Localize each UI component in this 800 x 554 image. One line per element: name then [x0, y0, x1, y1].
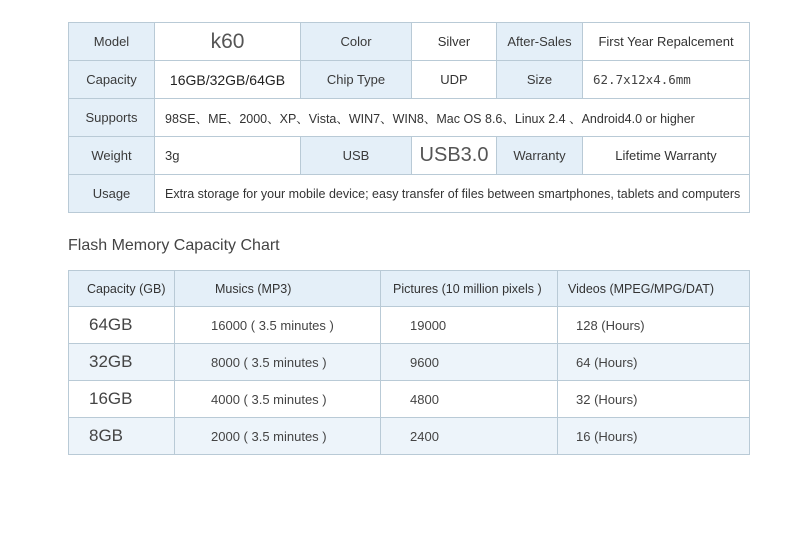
- row-musics: 2000 ( 3.5 minutes ): [175, 418, 381, 455]
- aftersales-value: First Year Repalcement: [583, 23, 750, 61]
- row-videos: 128 (Hours): [558, 307, 750, 344]
- warranty-value: Lifetime Warranty: [583, 137, 750, 175]
- model-value: k60: [155, 23, 301, 61]
- capacity-header-row: [69, 271, 750, 307]
- usage-value: Extra storage for your mobile device; easy transfer of files between smartphones, tablets and computers: [155, 175, 750, 213]
- spec-row-supports: [69, 99, 750, 137]
- table-row: [69, 344, 750, 381]
- chiptype-label: Chip Type: [301, 61, 412, 99]
- spec-row-model: [69, 23, 750, 61]
- warranty-label: Warranty: [497, 137, 583, 175]
- spec-table: [68, 22, 750, 213]
- spec-row-usage: [69, 175, 750, 213]
- row-capacity: 16GB: [69, 381, 175, 418]
- row-videos: 64 (Hours): [558, 344, 750, 381]
- size-label: Size: [497, 61, 583, 99]
- row-pictures: 2400: [381, 418, 558, 455]
- usage-label: Usage: [69, 175, 155, 213]
- table-row: [69, 418, 750, 455]
- row-musics: 16000 ( 3.5 minutes ): [175, 307, 381, 344]
- size-value: 62.7x12x4.6mm: [583, 61, 750, 99]
- table-row: [69, 381, 750, 418]
- chiptype-value: UDP: [412, 61, 497, 99]
- spec-row-weight: [69, 137, 750, 175]
- row-capacity: 64GB: [69, 307, 175, 344]
- header-musics: Musics (MP3): [175, 271, 381, 307]
- weight-label: Weight: [69, 137, 155, 175]
- header-pictures: Pictures (10 million pixels ): [381, 271, 558, 307]
- capacity-value: 16GB/32GB/64GB: [155, 61, 301, 99]
- capacity-table: [68, 270, 750, 455]
- table-row: [69, 307, 750, 344]
- weight-value: 3g: [155, 137, 301, 175]
- header-capacity: Capacity (GB): [69, 271, 175, 307]
- model-label: Model: [69, 23, 155, 61]
- spec-row-capacity: [69, 61, 750, 99]
- chart-title: Flash Memory Capacity Chart: [68, 237, 280, 254]
- capacity-label: Capacity: [69, 61, 155, 99]
- color-label: Color: [301, 23, 412, 61]
- row-musics: 8000 ( 3.5 minutes ): [175, 344, 381, 381]
- color-value: Silver: [412, 23, 497, 61]
- usb-value: USB3.0: [412, 137, 497, 175]
- row-videos: 32 (Hours): [558, 381, 750, 418]
- row-pictures: 4800: [381, 381, 558, 418]
- aftersales-label: After-Sales: [497, 23, 583, 61]
- usb-label: USB: [301, 137, 412, 175]
- row-musics: 4000 ( 3.5 minutes ): [175, 381, 381, 418]
- supports-label: Supports: [69, 99, 155, 137]
- supports-value: 98SE、ME、2000、XP、Vista、WIN7、WIN8、Mac OS 8.6、Linux 2.4 、Android4.0 or higher: [155, 99, 750, 137]
- row-videos: 16 (Hours): [558, 418, 750, 455]
- row-pictures: 9600: [381, 344, 558, 381]
- row-pictures: 19000: [381, 307, 558, 344]
- header-videos: Videos (MPEG/MPG/DAT): [558, 271, 750, 307]
- row-capacity: 32GB: [69, 344, 175, 381]
- row-capacity: 8GB: [69, 418, 175, 455]
